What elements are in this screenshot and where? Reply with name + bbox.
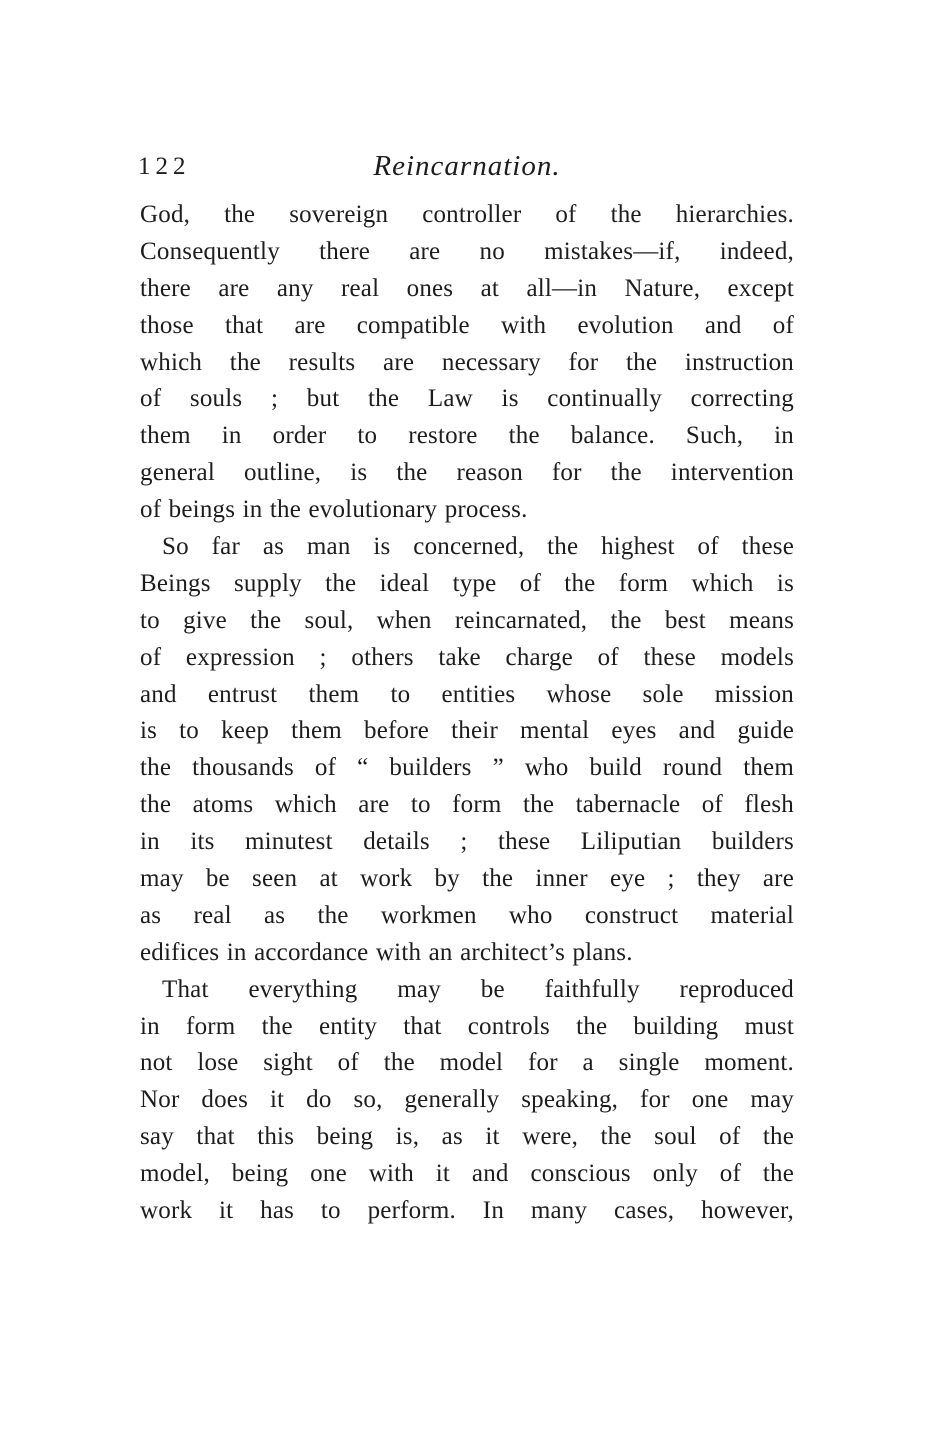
paragraph: [140, 197, 794, 529]
text-line: and entrust them to entities whose sole mission: [140, 680, 794, 708]
text-line: not lose sight of the model for a single moment.: [140, 1049, 794, 1077]
text-line: Consequently there are no mistakes—if, indeed,: [140, 237, 794, 265]
text-line: say that this being is, as it were, the soul of the: [140, 1123, 794, 1151]
paragraph: [140, 529, 794, 972]
paragraph: [140, 972, 794, 1230]
text-line: in form the entity that controls the building must: [140, 1012, 794, 1040]
text-line: That everything may be faithfully reproduced: [162, 975, 794, 1003]
text-line: is to keep them before their mental eyes and guide: [140, 717, 794, 745]
text-line: the thousands of “ builders ” who build round them: [140, 754, 794, 782]
text-line: Beings supply the ideal type of the form which is: [140, 569, 794, 597]
text-line: work it has to perform. In many cases, however,: [140, 1197, 794, 1225]
page-body: [140, 197, 794, 1230]
text-line: them in order to restore the balance. Such, in: [140, 422, 794, 450]
text-line: may be seen at work by the inner eye ; they are: [140, 865, 794, 893]
text-line: of expression ; others take charge of these models: [140, 643, 794, 671]
text-line: in its minutest details ; these Liliputian builders: [140, 828, 794, 856]
text-line: model, being one with it and conscious only of the: [140, 1160, 794, 1188]
page-number: 122: [138, 153, 191, 180]
text-line: So far as man is concerned, the highest of these: [162, 533, 794, 561]
text-line: those that are compatible with evolution and of: [140, 311, 794, 339]
text-line: general outline, is the reason for the intervention: [140, 459, 794, 487]
text-line: God, the sovereign controller of the hierarchies.: [140, 201, 794, 228]
text-line: as real as the workmen who construct material: [140, 901, 794, 929]
text-line: which the results are necessary for the instruction: [140, 348, 794, 376]
text-line: edifices in accordance with an architect’s plans.: [140, 938, 633, 966]
text-line: of beings in the evolutionary process.: [140, 496, 528, 524]
text-line: of souls ; but the Law is continually correcting: [140, 385, 794, 413]
running-title: Reincarnation.: [373, 150, 561, 182]
text-line: to give the soul, when reincarnated, the best means: [140, 606, 794, 634]
page-header: [140, 150, 794, 184]
text-line: there are any real ones at all—in Nature, except: [140, 274, 794, 302]
text-line: Nor does it do so, generally speaking, for one may: [140, 1086, 794, 1114]
text-line: the atoms which are to form the tabernacle of flesh: [140, 791, 794, 819]
